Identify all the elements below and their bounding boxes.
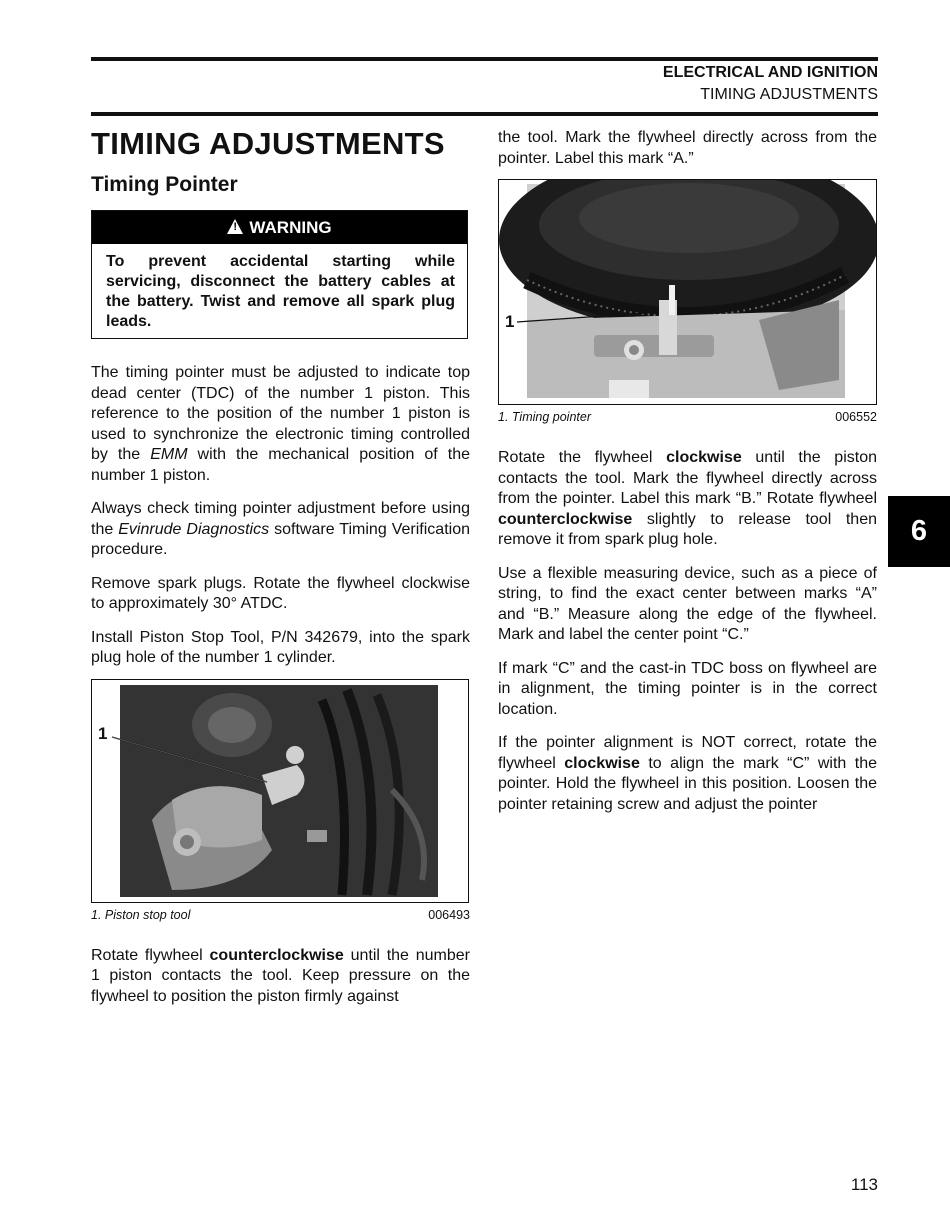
piston-stop-tool-photo bbox=[92, 680, 468, 902]
figure-number: 006493 bbox=[428, 907, 470, 922]
page-title: TIMING ADJUSTMENTS bbox=[91, 126, 445, 161]
figure-timing-pointer bbox=[498, 179, 877, 405]
paragraph-adjust-pointer: If the pointer alignment is NOT correct, rotate the flywheel clockwise to align the mark “C” with the pointer. Hold the flywheel in this position. Loosen the pointer retaining screw and adjust the pointer bbox=[498, 734, 878, 813]
caption-text: 1. Timing pointer bbox=[498, 410, 591, 424]
paragraph-mark-a: the tool. Mark the flywheel directly across from the pointer. Label this mark “A.” bbox=[498, 129, 877, 167]
header-subsection-title: TIMING ADJUSTMENTS bbox=[700, 86, 878, 103]
paragraph-measure: Use a flexible measuring device, such as a piece of string, to find the exact center between marks “A” and “B.” Measure along the edge of the flywheel. Mark and label the center point “C.” bbox=[498, 564, 877, 643]
paragraph-install-tool: Install Piston Stop Tool, P/N 342679, into the spark plug hole of the number 1 cylinder. bbox=[91, 628, 470, 666]
figure-callout-1: 1 bbox=[505, 312, 515, 331]
timing-pointer-photo bbox=[499, 180, 876, 404]
warning-title: WARNING bbox=[249, 218, 332, 237]
warning-text: To prevent accidental starting while servicing, disconnect the battery cables at the battery. Twist and remove all spark plug leads. bbox=[106, 253, 455, 330]
header-rule-bottom bbox=[91, 112, 878, 116]
chapter-tab: 6 bbox=[888, 496, 950, 567]
figure-piston-stop-tool bbox=[91, 679, 469, 903]
figure-caption-timing bbox=[498, 410, 877, 424]
header-section-title: ELECTRICAL AND IGNITION bbox=[662, 64, 878, 81]
paragraph-alignment: If mark “C” and the cast-in TDC boss on flywheel are in alignment, the timing pointer is in the correct location. bbox=[498, 659, 877, 718]
paragraph-rotate-cw: Rotate the flywheel clockwise until the piston contacts the tool. Mark the flywheel directly across from the pointer. Label this mark “B.” Rotate flywheel counterclockwise slightly to release tool then remove it from spark plug hole. bbox=[498, 449, 877, 548]
paragraph-remove-plugs: Remove spark plugs. Rotate the flywheel clockwise to approximately 30° ATDC. bbox=[91, 574, 470, 612]
paragraph-check-timing: Always check timing pointer adjustment before using the Evinrude Diagnostics software Timing Verification procedure. bbox=[91, 500, 470, 558]
page-number: 113 bbox=[850, 1175, 878, 1194]
paragraph-rotate-ccw: Rotate flywheel counterclockwise until the number 1 piston contacts the tool. Keep pressure on the flywheel to position the piston firmly against bbox=[91, 946, 470, 1005]
figure-caption-piston bbox=[91, 908, 470, 922]
left-column bbox=[91, 122, 470, 1007]
right-column bbox=[498, 128, 877, 815]
section-subtitle: Timing Pointer bbox=[91, 173, 238, 196]
warning-box bbox=[91, 210, 468, 339]
paragraph-pointer-adjust: The timing pointer must be adjusted to indicate top dead center (TDC) of the number 1 piston. This reference to the position of the number 1 piston is used to synchronize the electronic timing controlled by the EMM with the mechanical position of the number 1 piston. bbox=[91, 364, 471, 484]
figure-number: 006552 bbox=[835, 410, 877, 424]
caption-text: 1. Piston stop tool bbox=[91, 907, 191, 922]
warning-triangle-icon: ! bbox=[227, 219, 243, 234]
warning-header bbox=[92, 211, 467, 244]
figure-callout-1: 1 bbox=[98, 723, 108, 743]
header-rule-top bbox=[91, 57, 878, 61]
